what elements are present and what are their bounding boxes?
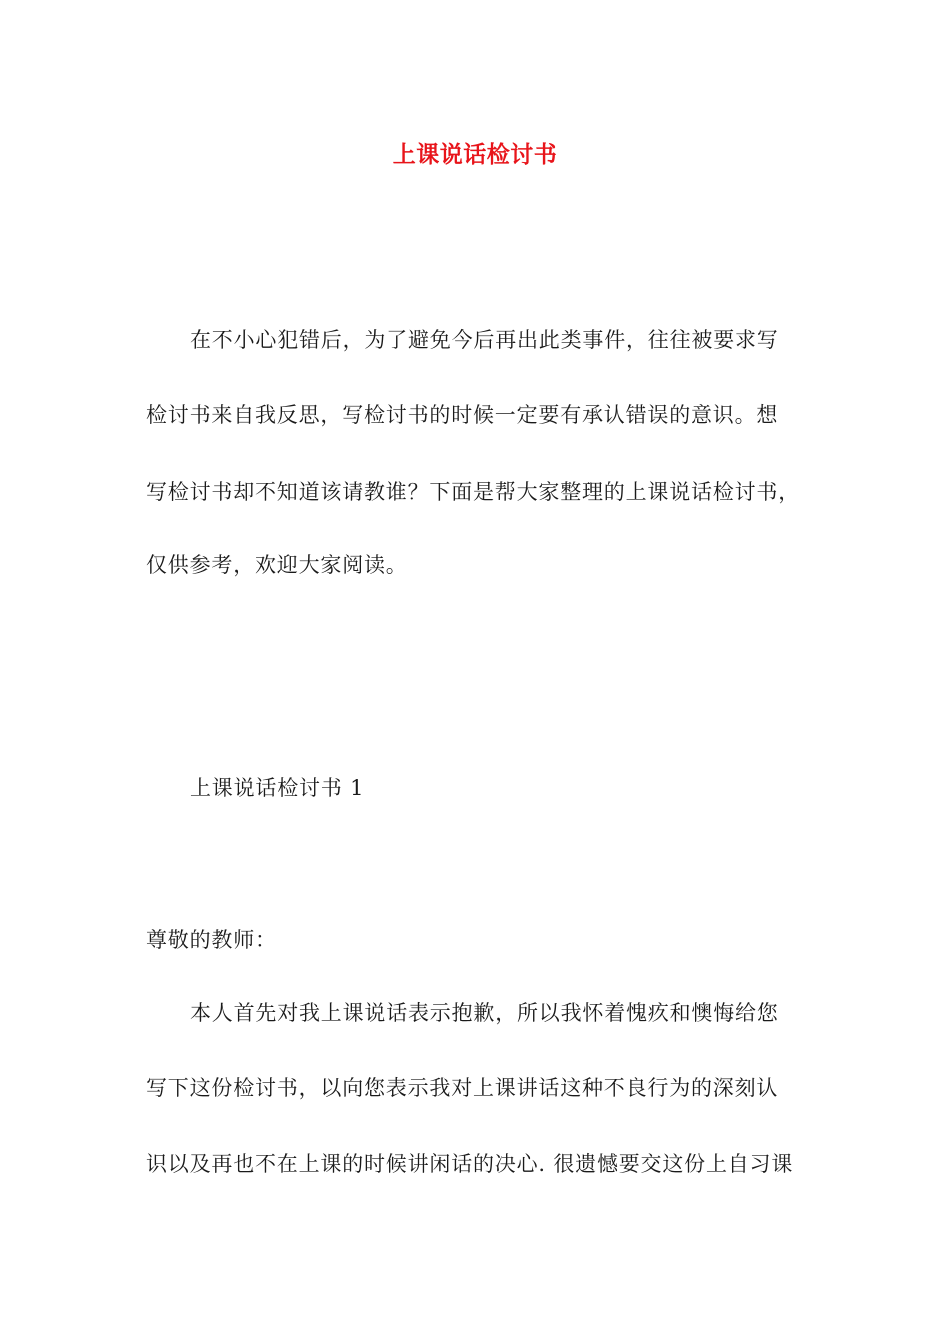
document-title: 上课说话检讨书 xyxy=(392,141,558,168)
body-line: 写下这份检讨书，以向您表示我对上课讲话这种不良行为的深刻认 xyxy=(146,1076,779,1100)
intro-line: 检讨书来自我反思，写检讨书的时候一定要有承认错误的意识。想 xyxy=(146,403,779,427)
section-heading: 上课说话检讨书 1 xyxy=(190,776,365,800)
intro-line: 在不小心犯错后，为了避免今后再出此类事件，往往被要求写 xyxy=(190,328,779,352)
intro-line: 仅供参考，欢迎大家阅读。 xyxy=(146,553,408,577)
body-line: 识以及再也不在上课的时候讲闲话的决心. 很遗憾要交这份上自习课 xyxy=(146,1152,794,1176)
intro-line: 写检讨书却不知道该请教谁？下面是帮大家整理的上课说话检讨书， xyxy=(146,480,800,504)
body-line: 本人首先对我上课说话表示抱歉，所以我怀着愧疚和懊悔给您 xyxy=(190,1001,779,1025)
salutation: 尊敬的教师： xyxy=(146,928,277,952)
